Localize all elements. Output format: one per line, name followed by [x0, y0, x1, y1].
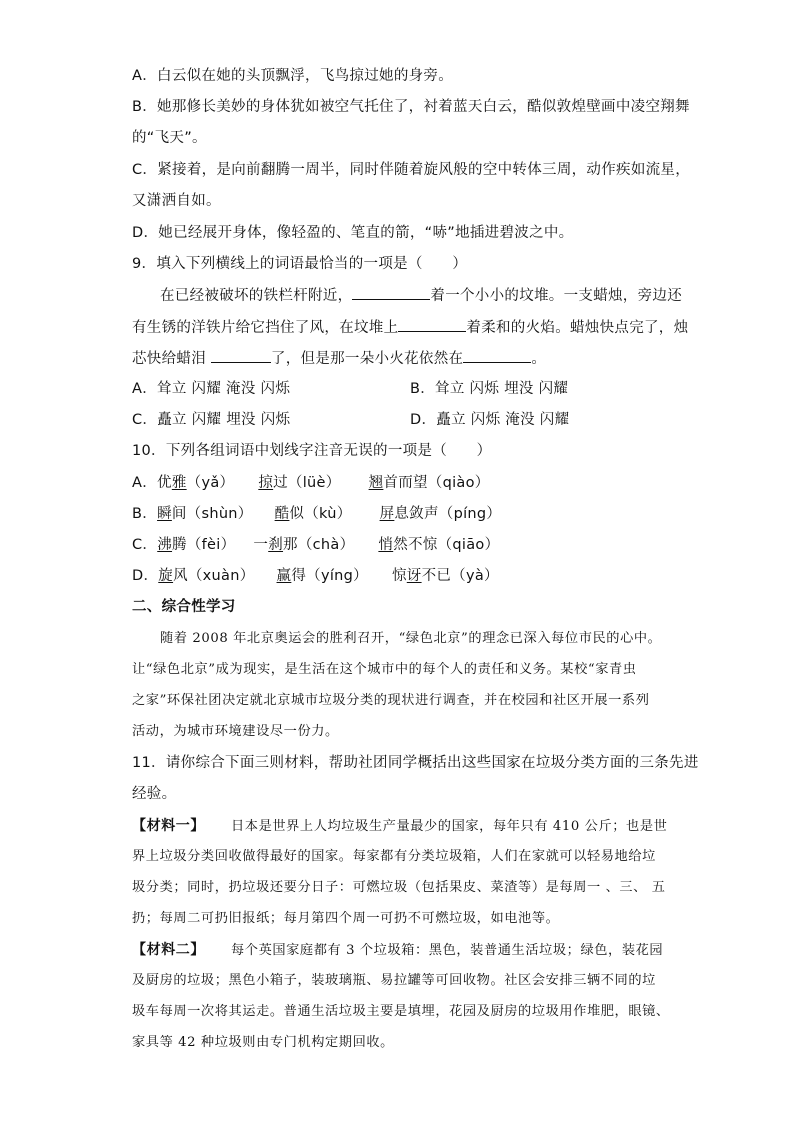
q8-option-c-line1: C．紧接着，是向前翻腾一周半，同时伴随着旋风般的空中转体三周，动作疾如流星， — [132, 162, 691, 178]
q10-text: 间（shùn） — [171, 506, 253, 522]
q9-passage-text: 了，但是那一朵小火花依然在 — [270, 351, 464, 367]
q10-text: A．优 — [132, 475, 172, 491]
q10-underlined-char: 旋 — [158, 568, 174, 584]
q10-option-c — [132, 535, 499, 555]
q10-underlined-char: 赢 — [276, 568, 292, 584]
q10-text: 惊 — [391, 568, 407, 584]
section-intro-line4: 活动，为城市环境建设尽一份力。 — [132, 724, 339, 739]
fill-blank-2 — [398, 317, 466, 332]
q9-passage-text: 着柔和的火焰。蜡烛快点完了，烛 — [466, 320, 689, 336]
section-title: 二、综合性学习 — [132, 599, 236, 615]
q8-option-a: A．白云似在她的头顶飘浮，飞鸟掠过她的身旁。 — [132, 68, 454, 84]
material1-line3: 圾分类；同时，扔垃圾还要分日子：可燃垃圾（包括果皮、菜渣等）是每周一 、三、 五 — [132, 880, 666, 895]
section-intro-line3: 之家”环保社团决定就北京城市垃圾分类的现状进行调查，并在校园和社区开展一系列 — [132, 693, 650, 708]
q8-option-b-line2: 的“飞天”。 — [132, 130, 207, 146]
q10-text: 过（lüè） — [273, 475, 341, 491]
q10-text: 得（yíng） — [291, 568, 368, 584]
q9-passage-text: 。 — [531, 351, 547, 367]
q9-stem: 9．填入下列横线上的词语最恰当的一项是（ ） — [132, 256, 468, 272]
q10-stem: 10．下列各组词语中划线字注音无误的一项是（ ） — [132, 443, 492, 459]
q11-stem-line1: 11．请你综合下面三则材料，帮助社团同学概括出这些国家在垃圾分类方面的三条先进 — [132, 755, 699, 771]
material2-line3: 圾车每周一次将其运走。普通生活垃圾主要是填埋，花园及厨房的垃圾用作堆肥，眼镜、 — [132, 1004, 670, 1019]
q10-text: 首而望（qiào） — [383, 475, 490, 491]
q10-underlined-char: 酷 — [274, 506, 290, 522]
q10-underlined-char: 雅 — [171, 475, 187, 491]
q9-option-b: B．耸立 闪烁 埋没 闪耀 — [410, 381, 569, 397]
q10-text: D． — [132, 568, 159, 584]
q10-option-b — [132, 504, 501, 524]
material2-text: 每个英国家庭都有 3 个垃圾箱：黑色，装普通生活垃圾；绿色，装花园 — [231, 943, 664, 958]
q9-passage-line3 — [132, 348, 546, 369]
q10-text: 似（kù） — [289, 506, 352, 522]
material2-line1 — [132, 940, 663, 961]
q10-text: 一 — [253, 537, 269, 553]
q9-passage-text: 在已经被破坏的铁栏杆附近， — [160, 288, 353, 304]
fill-blank-3 — [211, 348, 271, 363]
section-intro-line1: 随着 2008 年北京奥运会的胜利召开，“绿色北京”的理念已深入每位市民的心中。 — [160, 631, 662, 646]
material1-line1 — [132, 816, 667, 837]
q10-text: C． — [132, 537, 158, 553]
material1-text: 日本是世界上人均垃圾生产量最少的国家，每年只有 410 公斤；也是世 — [231, 819, 668, 834]
material1-label: 【材料一】 — [132, 818, 205, 834]
q10-underlined-char: 悄 — [378, 537, 394, 553]
q10-underlined-char: 掠 — [258, 475, 274, 491]
q9-passage-text: 有生锈的洋铁片给它挡住了风，在坟堆上 — [132, 320, 399, 336]
q9-passage-text: 芯快给蜡泪 — [132, 351, 211, 367]
q10-text: 风（xuàn） — [173, 568, 255, 584]
material2-label: 【材料二】 — [132, 942, 205, 958]
q9-option-d: D．矗立 闪烁 淹没 闪耀 — [410, 412, 570, 428]
q10-underlined-char: 刹 — [268, 537, 284, 553]
q10-underlined-char: 讶 — [406, 568, 422, 584]
q10-underlined-char: 翘 — [368, 475, 384, 491]
material2-line2: 及厨房的垃圾；黑色小箱子，装玻璃瓶、易拉罐等可回收物。社区会安排三辆不同的垃 — [132, 973, 656, 988]
q9-passage-text: 着一个小小的坟堆。一支蜡烛，旁边还 — [430, 288, 683, 304]
q8-option-d: D．她已经展开身体，像轻盈的、笔直的箭，“哧”地插进碧波之中。 — [132, 225, 574, 241]
q10-text: 那（chà） — [283, 537, 355, 553]
q9-passage-line1 — [160, 285, 682, 306]
q10-text: 腾（fèi） — [172, 537, 236, 553]
fill-blank-1 — [352, 285, 430, 300]
material1-line2: 界上垃圾分类回收做得最好的国家。每家都有分类垃圾箱，人们在家就可以轻易地给垃 — [132, 849, 656, 864]
material2-line4: 家具等 42 种垃圾则由专门机构定期回收。 — [132, 1035, 394, 1050]
q9-option-c: C．矗立 闪耀 埋没 闪烁 — [132, 412, 291, 428]
q10-text: B． — [132, 506, 158, 522]
q9-option-a: A．耸立 闪耀 淹没 闪烁 — [132, 381, 291, 397]
q8-option-b-line1: B．她那修长美妙的身体犹如被空气托住了，衬着蓝天白云，酷似敦煌壁画中凌空翔舞 — [132, 99, 690, 115]
q10-underlined-char: 沸 — [157, 537, 173, 553]
q10-text: 不已（yà） — [421, 568, 499, 584]
q9-passage-line2 — [132, 317, 688, 338]
q10-underlined-char: 瞬 — [157, 506, 172, 522]
q10-text: （yǎ） — [186, 475, 235, 491]
q10-option-d — [132, 566, 499, 586]
q10-text: 息敛声（píng） — [394, 506, 502, 522]
section-intro-line2: 让“绿色北京”成为现实，是生活在这个城市中的每个人的责任和义务。某校“家青虫 — [132, 662, 637, 677]
q10-text: 然不惊（qiāo） — [393, 537, 500, 553]
q10-option-a — [132, 473, 490, 493]
fill-blank-4 — [463, 348, 531, 363]
q10-underlined-char: 屏 — [379, 506, 395, 522]
q11-stem-line2: 经验。 — [132, 786, 177, 802]
material1-line4: 扔；每周二可扔旧报纸；每月第四个周一可扔不可燃垃圾，如电池等。 — [132, 911, 560, 926]
q8-option-c-line2: 又潇洒自如。 — [132, 193, 221, 209]
